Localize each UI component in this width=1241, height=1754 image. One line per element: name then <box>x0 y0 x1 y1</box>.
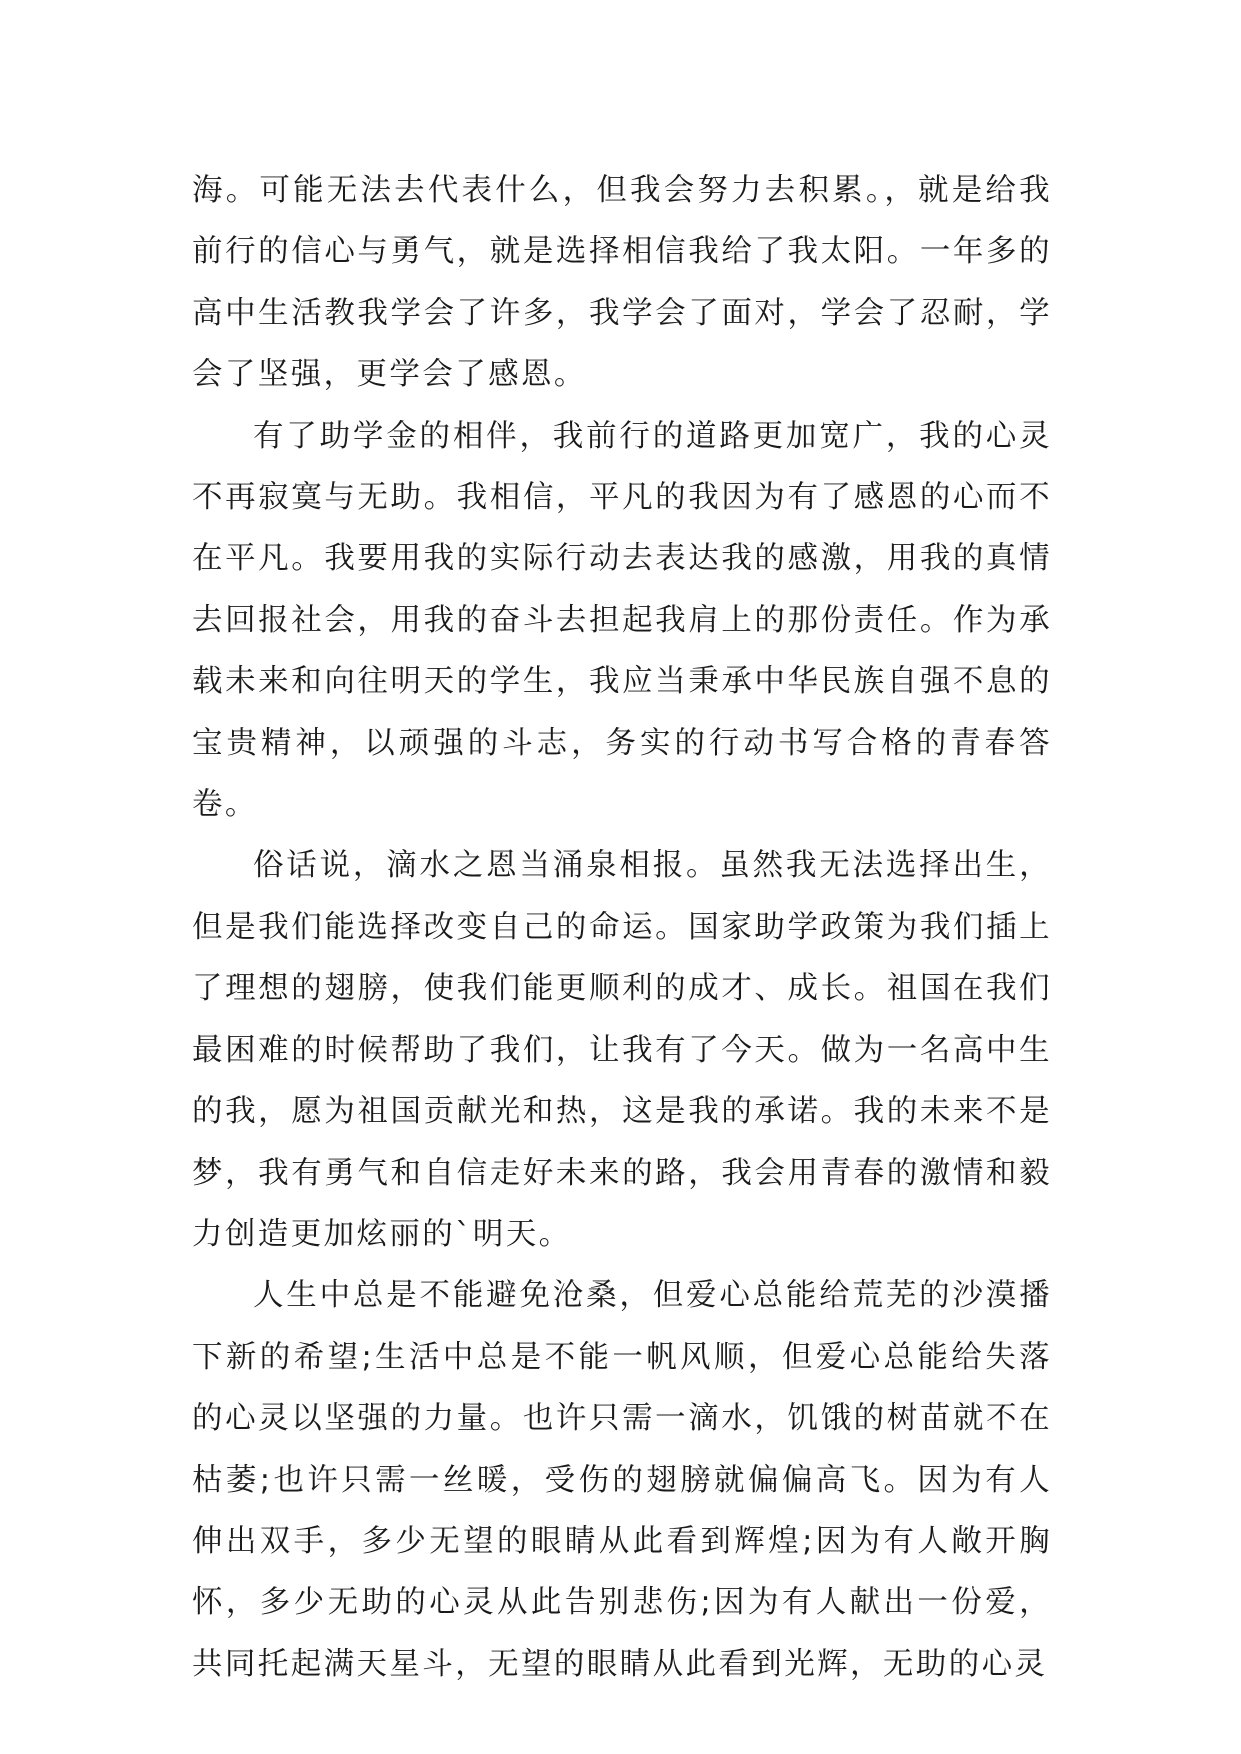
paragraph-3: 俗话说，滴水之恩当涌泉相报。虽然我无法选择出生，但是我们能选择改变自己的命运。国家助学政策为我们插上了理想的翅膀，使我们能更顺利的成才、成长。祖国在我们最困难的时候帮助了我们，让我有了今天。做为一名高中生的我，愿为祖国贡献光和热，这是我的承诺。我的未来不是梦，我有勇气和自信走好未来的路，我会用青春的激情和毅力创造更加炫丽的`明天。 <box>192 848 1052 1252</box>
paragraph-1: 海。可能无法去代表什么，但我会努力去积累。，就是给我前行的信心与勇气，就是选择相信我给了我太阳。一年多的高中生活教我学会了许多，我学会了面对，学会了忍耐，学会了坚强，更学会了感恩。 <box>192 173 1052 393</box>
paragraph-2: 有了助学金的相伴，我前行的道路更加宽广，我的心灵不再寂寞与无助。我相信，平凡的我因为有了感恩的心而不在平凡。我要用我的实际行动去表达我的感激，用我的真情去回报社会，用我的奋斗去担起我肩上的那份责任。作为承载未来和向往明天的学生，我应当秉承中华民族自强不息的宝贵精神，以顽强的斗志，务实的行动书写合格的青春答卷。 <box>192 418 1052 823</box>
paragraph-4: 人生中总是不能避免沧桑，但爱心总能给荒芜的沙漠播下新的希望;生活中总是不能一帆风顺，但爱心总能给失落的心灵以坚强的力量。也许只需一滴水，饥饿的树苗就不在枯萎;也许只需一丝暖，受伤的翅膀就偏偏高飞。因为有人伸出双手，多少无望的眼睛从此看到辉煌;因为有人敞开胸怀，多少无助的心灵从此告别悲伤;因为有人献出一份爱，共同托起满天星斗，无望的眼睛从此看到光辉，无助的心灵 <box>192 1278 1052 1682</box>
body-text <box>192 160 1052 1695</box>
